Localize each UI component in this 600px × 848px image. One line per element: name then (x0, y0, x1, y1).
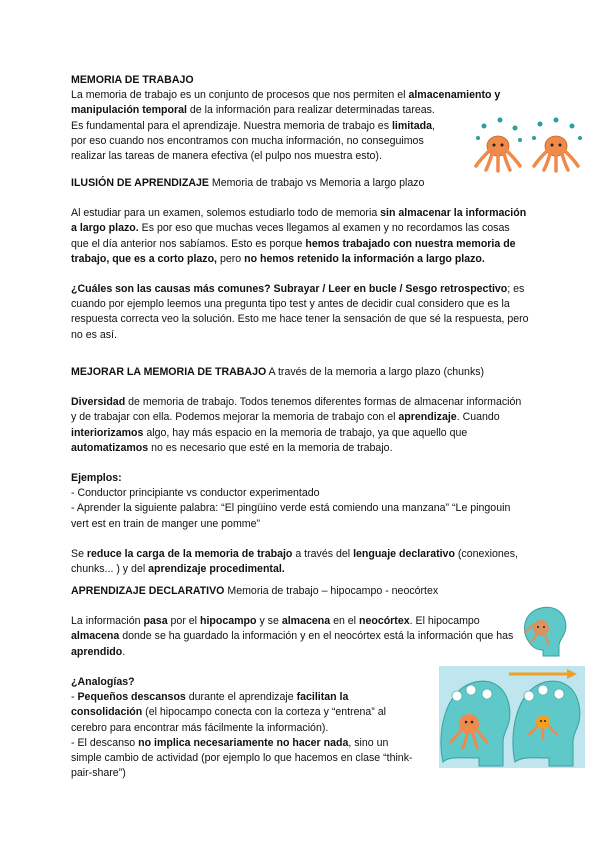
text: . (122, 645, 126, 658)
section-subtitle: Memoria de trabajo – hipocampo - neocórtex (224, 585, 439, 597)
paragraph (71, 614, 517, 660)
section-learning-illusion (71, 176, 529, 343)
bold-text: hipocampo (199, 615, 257, 628)
octopus-illustration (470, 116, 586, 174)
bold-text: interiorizamos (71, 426, 144, 439)
bold-text: Pequeños descansos (77, 691, 186, 704)
text: - (71, 691, 78, 704)
paragraph (71, 282, 529, 343)
examples-title: Ejemplos: (71, 472, 122, 485)
paragraph (71, 206, 529, 267)
example-item: - Conductor principiante vs conductor experimentado (71, 487, 320, 500)
text: , sino un simple cambio de actividad (por ejemplo lo que hacemos en clase “think-pair-share”) (71, 736, 413, 780)
analogies-title: ¿Analogías? (71, 676, 135, 688)
bold-text: aprendizaje procedimental. (148, 563, 285, 576)
text: en el (330, 615, 359, 628)
bold-text: reduce la carga de la memoria de trabajo (86, 547, 293, 560)
text: (el hipocampo conecta con la corteza y “entrena” al cerebro para encontrar más fácilmente la información). (71, 706, 387, 734)
text: La información (71, 615, 144, 628)
text: - El descanso (71, 736, 139, 749)
section-improve-working-memory (71, 365, 529, 577)
bold-text: sin almacenar la información a largo plazo. (71, 207, 527, 235)
text: . Cuando (456, 411, 500, 424)
section-subtitle: A través de la memoria a largo plazo (chunks) (266, 366, 485, 378)
brain-process-diagram (439, 666, 585, 768)
brain-head-illustration (519, 602, 571, 658)
text: de memoria de trabajo. Todos tenemos diferentes formas de almacenar información y de trabajar con ella. Podemos mejorar la memoria de trabajo con el (71, 396, 522, 424)
section-heading (71, 365, 529, 380)
example-item: - Aprender la siguiente palabra: “El pingüino verde está comiendo una manzana” “Le pingouin vert est en train de manger une pomme” (71, 502, 511, 530)
text: . El hipocampo (409, 615, 480, 628)
bold-text: hemos trabajado con nuestra memoria de trabajo, que es a corto plazo, (71, 237, 516, 265)
paragraph (71, 547, 529, 577)
bold-text: almacenamiento y (408, 89, 501, 102)
bold-text: limitada (391, 119, 432, 132)
section-declarative-learning (71, 584, 517, 660)
bold-text: neocórtex (358, 615, 410, 628)
bold-text: Diversidad (71, 396, 126, 409)
bold-text: manipulación temporal (71, 104, 187, 117)
section-title: MEMORIA DE TRABAJO (71, 74, 194, 86)
bold-text: pasa (143, 615, 168, 628)
bold-text: automatizamos (71, 441, 149, 454)
section-working-memory (71, 73, 531, 164)
bold-text: facilitan la consolidación (71, 691, 349, 719)
text: pero (217, 252, 245, 265)
bold-text: almacena (281, 615, 331, 628)
paragraph-line (71, 119, 463, 134)
text: durante el aprendizaje (185, 691, 297, 704)
paragraph-line (71, 88, 531, 103)
paragraph-line: realizar las tareas de manera efectiva (el pulpo nos muestra esto). (71, 150, 382, 163)
text: y se (256, 615, 282, 628)
bold-text: lenguaje declarativo (353, 547, 455, 560)
section-title: MEJORAR LA MEMORIA DE TRABAJO (71, 366, 267, 378)
text: donde se ha guardado la información y en el neocórtex está la información que has (119, 630, 514, 643)
bold-text: almacena (71, 630, 120, 643)
text: de la información para realizar determinadas tareas. (186, 104, 435, 117)
analogy-item (71, 690, 416, 736)
section-subtitle: Memoria de trabajo vs Memoria a largo plazo (208, 177, 425, 189)
text: , (431, 119, 435, 132)
text: Al estudiar para un examen, solemos estudiarlo todo de memoria (71, 207, 381, 220)
text: (conexiones, chunks... ) y del (71, 547, 518, 576)
text: por el (167, 615, 200, 628)
section-heading (71, 584, 517, 599)
bold-text: ¿Cuáles son las causas más comunes? Subrayar / Leer en bucle / Sesgo retrospectivo (71, 283, 508, 296)
bold-text: aprendizaje (398, 411, 457, 424)
bold-text: no implica necesariamente no hacer nada (138, 736, 349, 749)
section-heading (71, 176, 529, 191)
text: La memoria de trabajo es un conjunto de procesos que nos permiten el (71, 89, 409, 102)
bold-text: no hemos retenido la información a largo plazo. (244, 252, 485, 265)
analogy-item (71, 736, 416, 782)
text: Se (71, 547, 87, 560)
text: Es fundamental para el aprendizaje. Nuestra memoria de trabajo es (71, 119, 392, 132)
paragraph-line: por eso cuando nos encontramos con mucha información, no conseguimos (71, 134, 424, 147)
bold-text: aprendido (71, 645, 123, 658)
section-title: APRENDIZAJE DECLARATIVO (71, 585, 225, 597)
text: Es por eso que muchas veces llegamos al examen y no recordamos las cosas que el día anterior nos sabíamos. Esto es porque (71, 222, 510, 250)
section-title: ILUSIÓN DE APRENDIZAJE (71, 177, 209, 189)
text: ; es cuando por ejemplo leemos una pregunta tipo test y antes de decidir cual considero que es la respuesta correcta veo la solución. Esto me hace tener la sensación de que sé la respuesta, pero no es así. (71, 283, 529, 341)
paragraph (71, 395, 529, 456)
paragraph-line (71, 103, 531, 118)
text: no es necesario que esté en la memoria de trabajo. (148, 441, 393, 454)
section-analogies (71, 675, 416, 781)
text: algo, hay más espacio en la memoria de trabajo, ya que aquello que (143, 426, 468, 439)
text: a través del (292, 547, 354, 560)
